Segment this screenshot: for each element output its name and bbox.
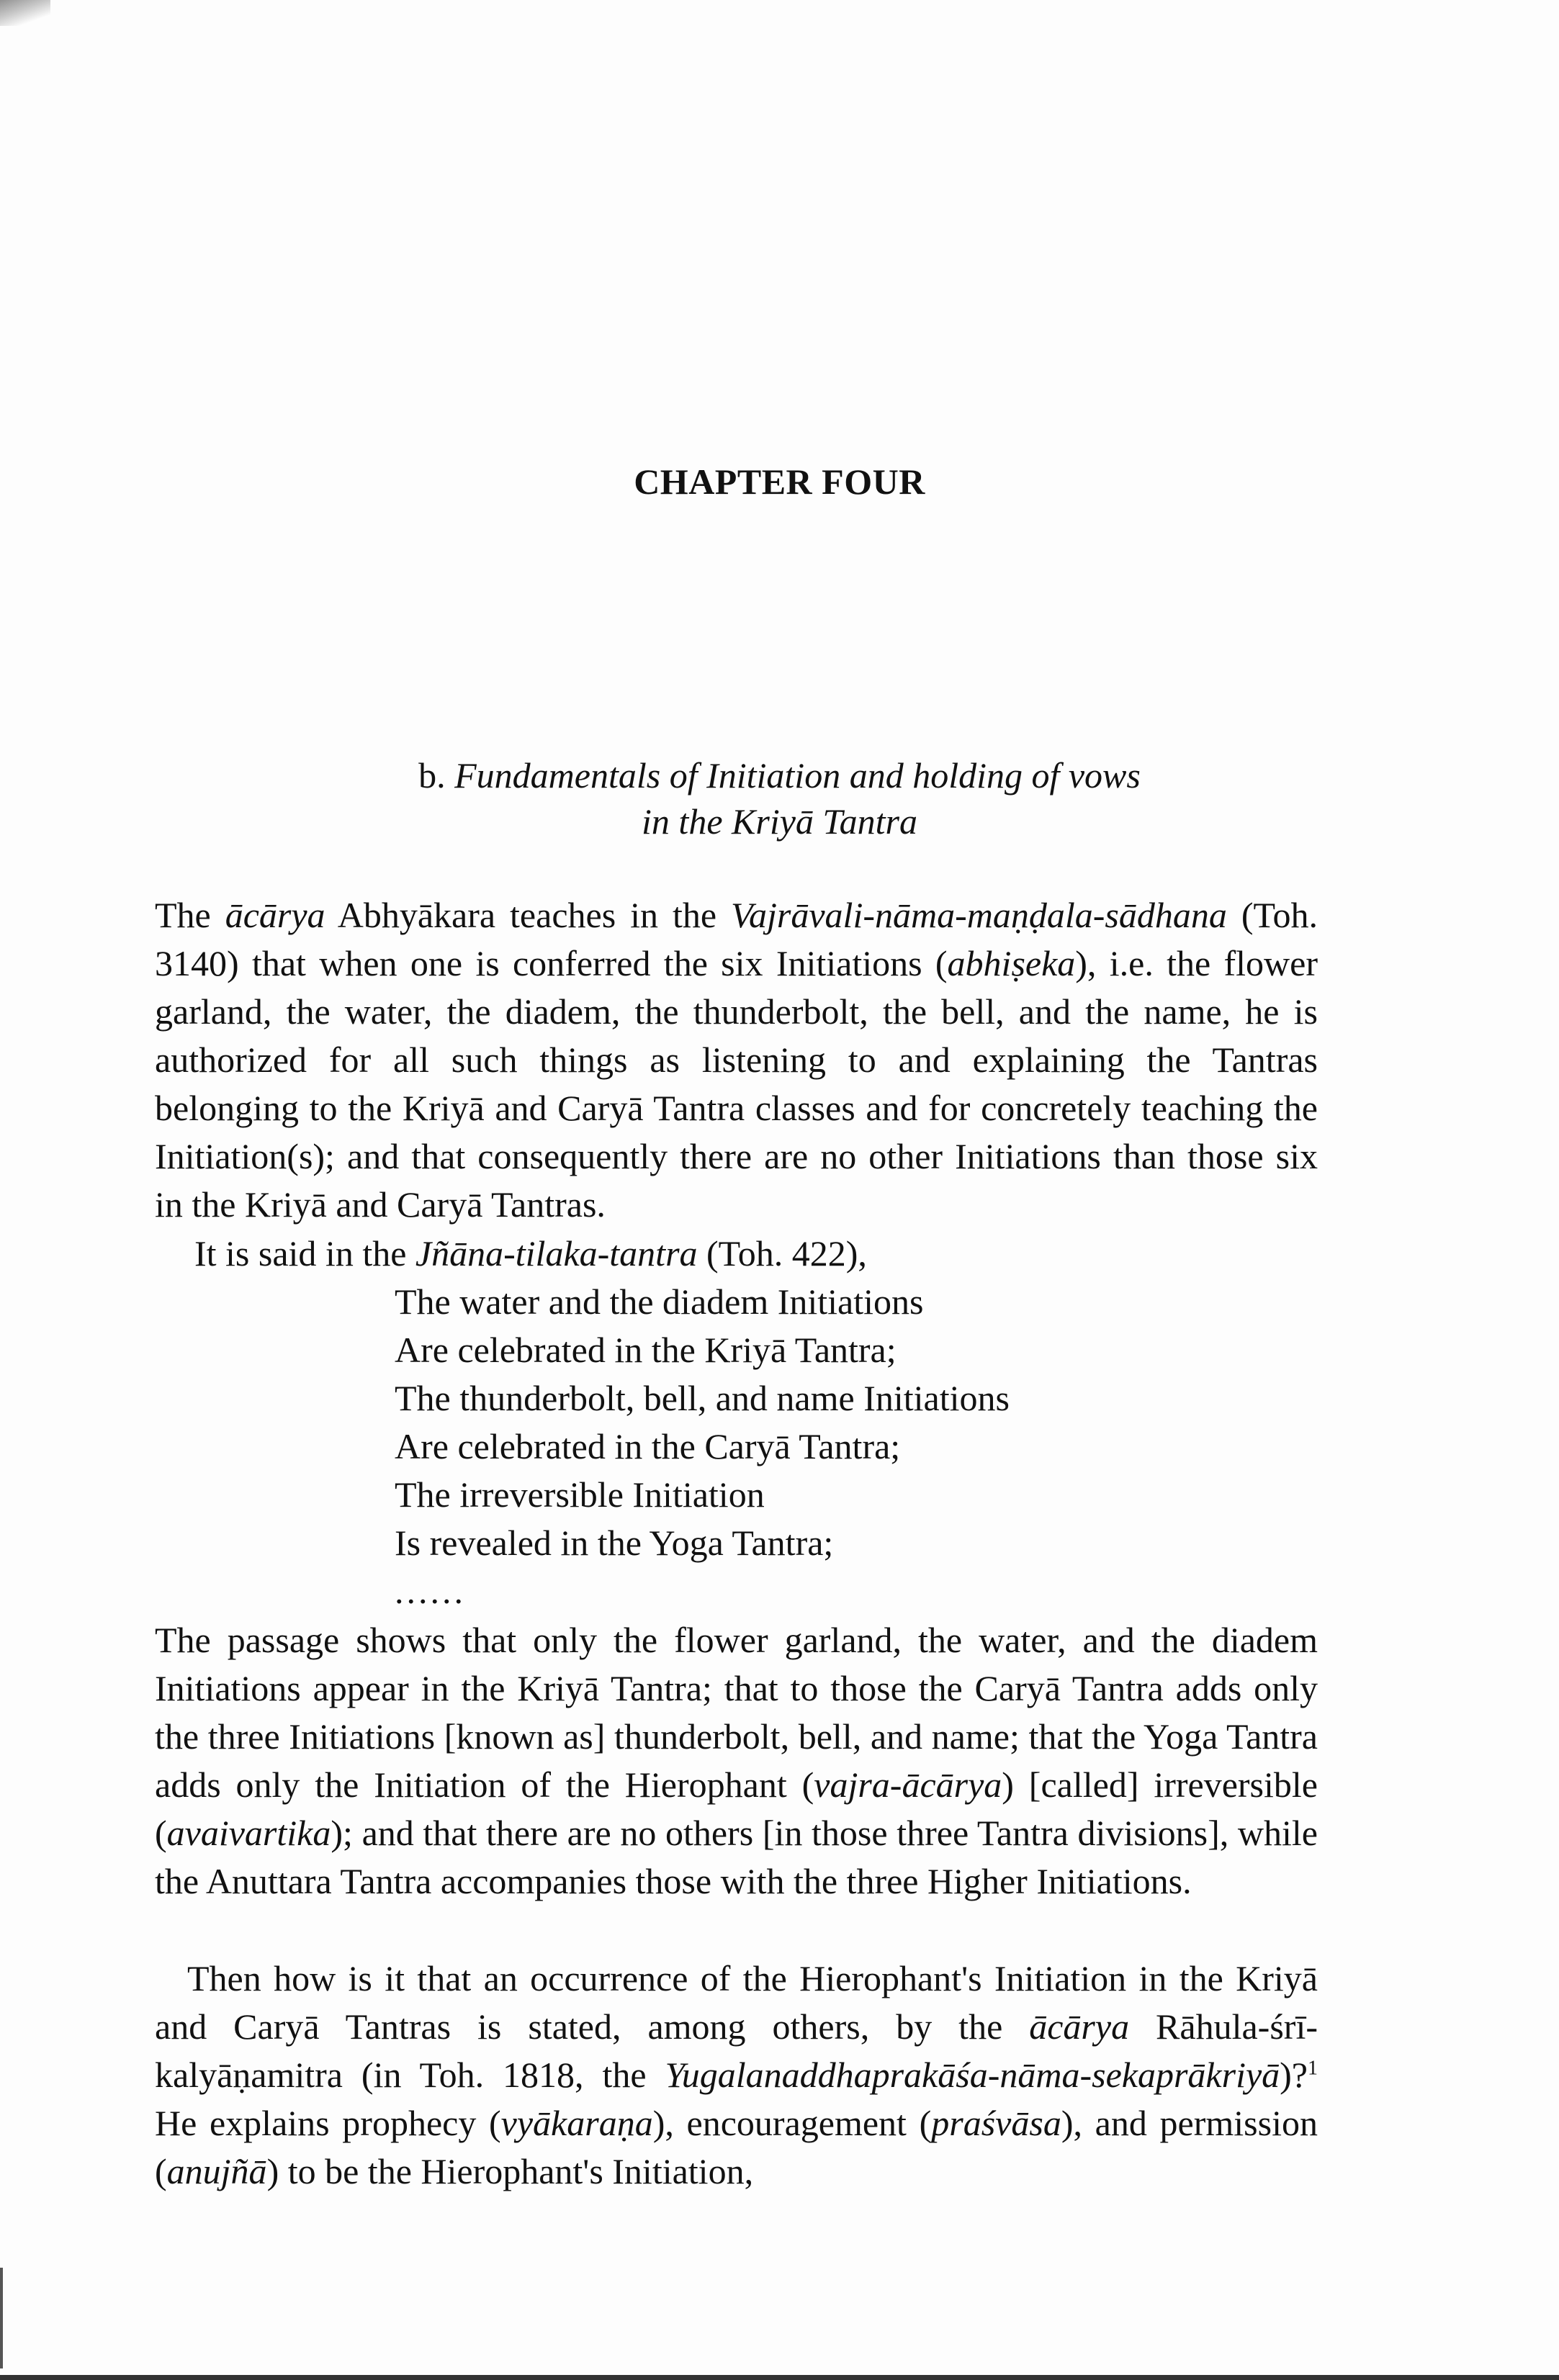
section-heading-line2 [0,801,1559,842]
scan-artifact-bottom-edge [0,2375,1559,2380]
text-run: (Toh. 3140) that when one is conferred the six Initiations ( [155,895,1318,983]
text-run: Abhyākara teaches in the [325,895,732,935]
text-run: ), and permission ( [155,2103,1318,2191]
section-heading-line1 [0,754,1559,796]
verse-line: The irreversible Initiation [395,1474,765,1515]
text-run: (Toh. 422), [697,1233,867,1274]
text-run: ) to be the Hierophant's Initiation, [266,2151,754,2191]
scan-artifact-corner [0,0,50,26]
paragraph-2 [155,1230,1318,1278]
scan-artifact-left-edge [0,2268,3,2368]
text-run: )? [1280,2055,1308,2095]
text-run: The [155,895,225,935]
text-run: The passage shows that only the flower garland, the water, and the diadem Initiations appear in the Kriyā Tantra; that to those the Caryā Tantra adds only the three Initiations [known as] thunderbolt, bell, and name; that the Yoga Tantra adds only the Initiation of the Hierophant ( [155,1620,1318,1805]
verse-quotation [395,1278,1010,1615]
italic-term: Yugalanaddhaprakāśa-nāma-sekaprākriyā [665,2055,1280,2095]
chapter-title: CHAPTER FOUR [634,461,925,502]
italic-term: vyākaraṇa [500,2103,653,2143]
footnote-marker[interactable]: 1 [1308,2057,1318,2080]
text-run: ); and that there are no others [in those three Tantra divisions], while the Anuttara Tantra accompanies those with the three Higher Initiations. [155,1813,1318,1901]
italic-term: Jñāna-tilaka-tantra [415,1233,698,1274]
verse-line: The water and the diadem Initiations [395,1281,924,1322]
section-label: b. [418,755,446,795]
italic-term: Vajrāvali-nāma-maṇḍala-sādhana [731,895,1227,935]
paragraph-1 [155,891,1318,1229]
paragraph-4 [155,1955,1318,2196]
italic-term: ācārya [225,895,325,935]
text-run: It is said in the [194,1233,415,1274]
italic-term: vajra-ācārya [814,1764,1002,1805]
text-run: Then how is it that an occurrence of the Hierophant's Initiation in the Kriyā and Caryā Tantras is stated, among others, by the [155,1958,1318,2047]
text-run: He explains prophecy ( [155,2103,501,2143]
section-title-part2: in the Kriyā Tantra [642,801,917,842]
verse-line: The thunderbolt, bell, and name Initiations [395,1378,1010,1418]
italic-term: avaivartika [166,1813,331,1853]
italic-term: ācārya [1029,2006,1130,2047]
text-run: ) [called] irreversible ( [155,1764,1318,1853]
italic-term: anujñā [166,2151,267,2191]
paragraph-3 [155,1616,1318,1906]
verse-line: Are celebrated in the Kriyā Tantra; [395,1330,897,1370]
text-run: Rāhula-śrī-kalyāṇamitra (in Toh. 1818, the [155,2006,1318,2095]
italic-term: praśvāsa [931,2103,1061,2143]
verse-ellipsis: ...... [395,1571,466,1611]
italic-term: abhiṣeka [947,943,1076,983]
text-run: ), encouragement ( [652,2103,932,2143]
section-title-part1: Fundamentals of Initiation and holding of vows [454,755,1141,795]
verse-line: Is revealed in the Yoga Tantra; [395,1523,834,1563]
verse-line: Are celebrated in the Caryā Tantra; [395,1426,901,1466]
text-run: ), i.e. the flower garland, the water, the diadem, the thunderbolt, the bell, and the name, he is authorized for all such things as listening to and explaining the Tantras belonging to the Kriyā and Caryā Tantra classes and for concretely teaching the Initiation(s); and that consequently there are no other Initiations than those six in the Kriyā and Caryā Tantras. [155,943,1318,1225]
